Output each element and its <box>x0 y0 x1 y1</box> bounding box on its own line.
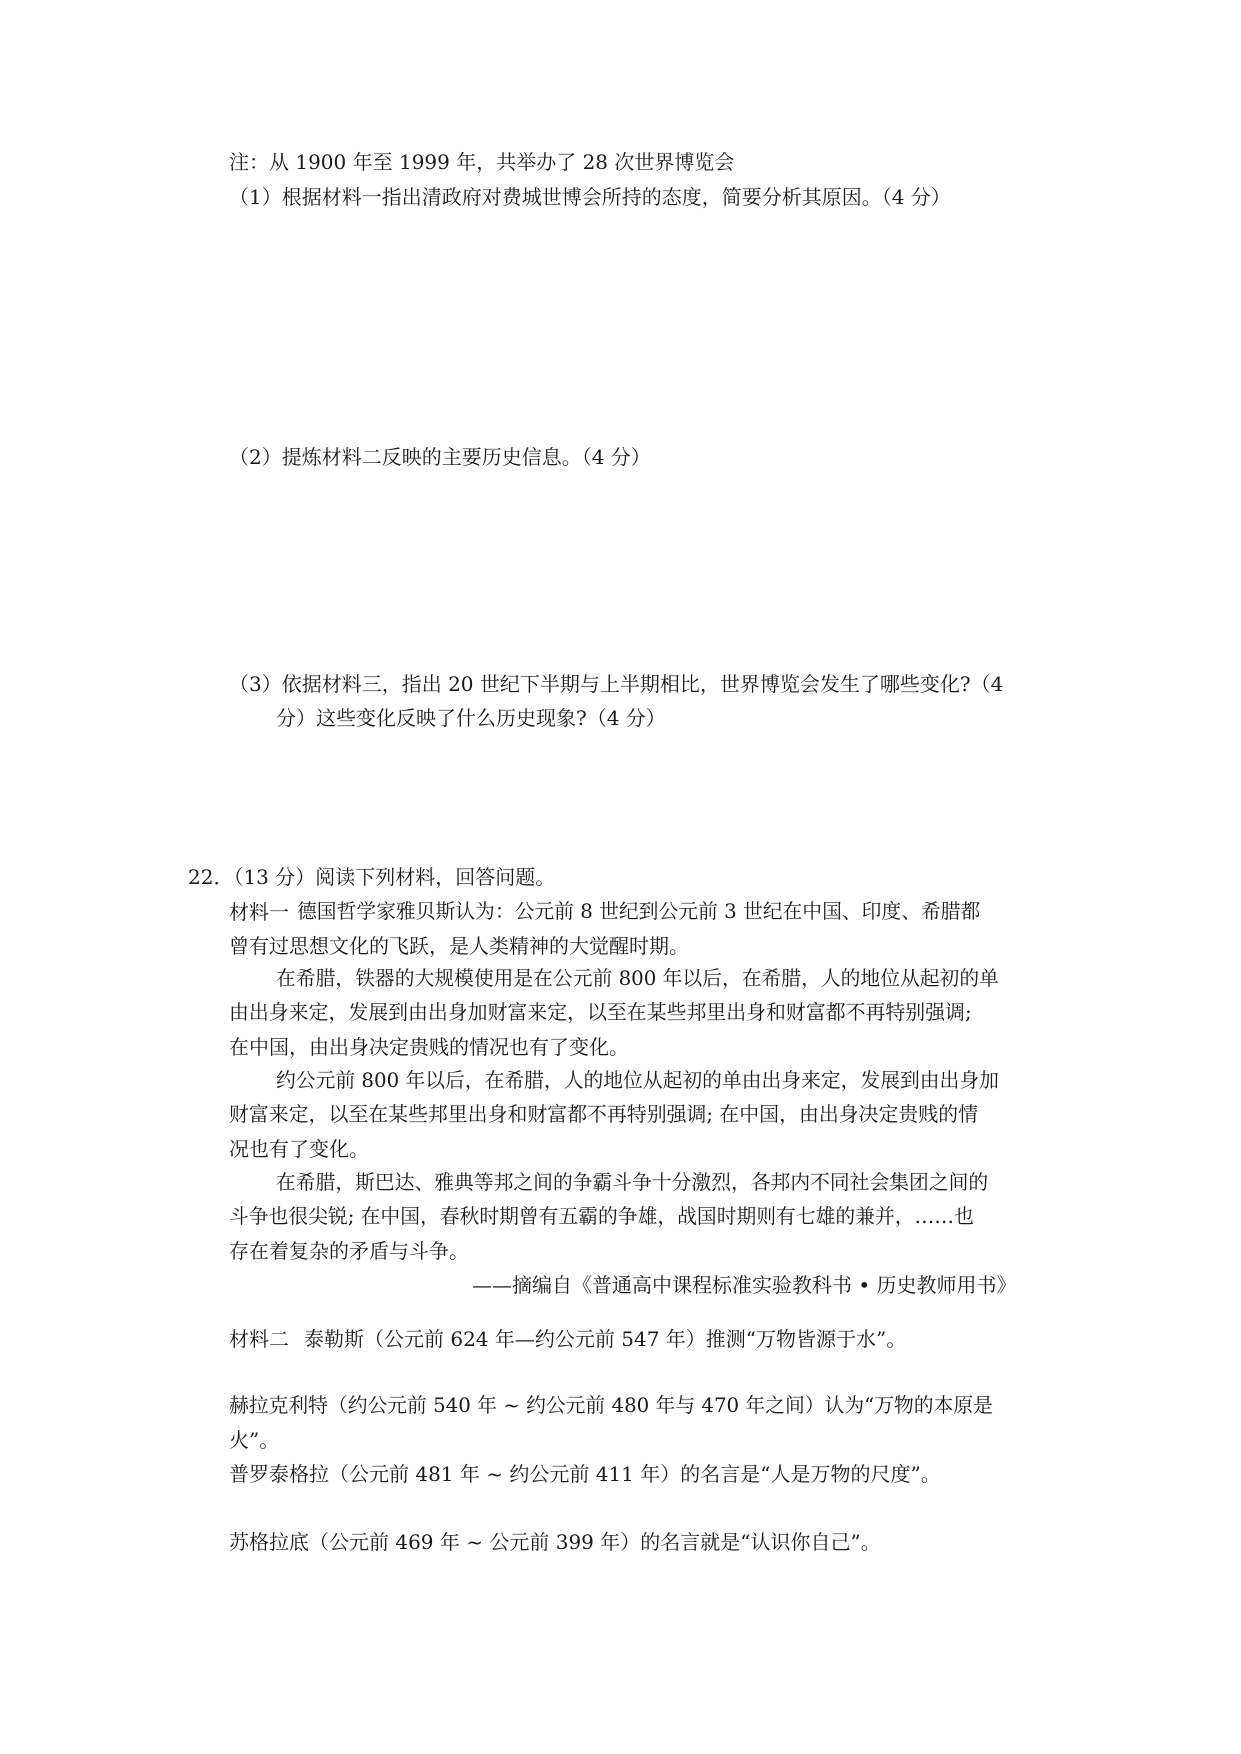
q22-material-1-p2-line-3: 在中国，由出身决定贵贱的情况也有了变化。 <box>229 1035 629 1059</box>
q22-material-1-p4-line-2: 斗争也很尖锐; 在中国，春秋时期曾有五霸的争雄，战国时期则有七雄的兼并，……也 <box>229 1205 974 1228</box>
q22-material-1-p1-line-1: 德国哲学家雅贝斯认为：公元前 8 世纪到公元前 3 世纪在中国、印度、希腊都 <box>297 900 981 923</box>
q22-material-2-line-4: 普罗泰格拉（公元前 481 年 ~ 约公元前 411 年）的名言是“人是万物的尺度”。 <box>229 1462 941 1486</box>
q22-material-1-p3-line-2: 财富来定，以至在某些邦里出身和财富都不再特别强调; 在中国，由出身决定贵贱的情 <box>229 1103 978 1126</box>
q22-material-1-label: 材料一 <box>229 900 289 924</box>
q22-material-2-line-1: 泰勒斯（公元前 624 年—约公元前 547 年）推测“万物皆源于水”。 <box>304 1327 907 1351</box>
q21-note: 注：从 1900 年至 1999 年，共举办了 28 次世界博览会 <box>229 150 735 174</box>
q21-subquestion-3-line-2: 分）这些变化反映了什么历史现象?（4 分） <box>276 706 666 730</box>
q22-material-1-p3-line-1: 约公元前 800 年以后，在希腊，人的地位从起初的单由出身来定，发展到由出身加 <box>276 1069 999 1092</box>
q22-material-2-line-3: 火”。 <box>229 1428 280 1452</box>
q22-material-1-p2-line-2: 由出身来定，发展到由出身加财富来定，以至在某些邦里出身和财富都不再特别强调; <box>229 1001 972 1024</box>
q21-subquestion-3-line-1: （3）依据材料三，指出 20 世纪下半期与上半期相比，世界博览会发生了哪些变化?（4 <box>229 672 1004 696</box>
q22-material-2-line-2: 赫拉克利特（约公元前 540 年 ~ 约公元前 480 年与 470 年之间）认为“万物的本原是 <box>229 1394 993 1417</box>
q21-subquestion-2: （2）提炼材料二反映的主要历史信息。（4 分） <box>229 445 651 469</box>
q21-subquestion-1: （1）根据材料一指出清政府对费城世博会所持的态度，简要分析其原因。（4 分） <box>229 185 951 209</box>
q22-material-1-p4-line-1: 在希腊，斯巴达、雅典等邦之间的争霸斗争十分激烈，各邦内不同社会集团之间的 <box>276 1171 989 1194</box>
q22-material-1-p2-line-1: 在希腊，铁器的大规模使用是在公元前 800 年以后，在希腊，人的地位从起初的单 <box>276 967 999 990</box>
q22-material-1-p1-line-2: 曾有过思想文化的飞跃，是人类精神的大觉醒时期。 <box>229 934 689 958</box>
q22-material-1-p4-line-3: 存在着复杂的矛盾与斗争。 <box>229 1239 469 1263</box>
q22-material-2-line-5: 苏格拉底（公元前 469 年 ~ 公元前 399 年）的名言就是“认识你自己”。 <box>229 1530 881 1554</box>
q22-material-1-source: ——摘编自《普通高中课程标准实验教科书 • 历史教师用书》 <box>472 1273 1017 1297</box>
q22-material-2-label: 材料二 <box>229 1327 289 1351</box>
q22-material-1-p3-line-3: 况也有了变化。 <box>229 1137 369 1161</box>
q22-header: 22．（13 分）阅读下列材料，回答问题。 <box>188 865 556 889</box>
